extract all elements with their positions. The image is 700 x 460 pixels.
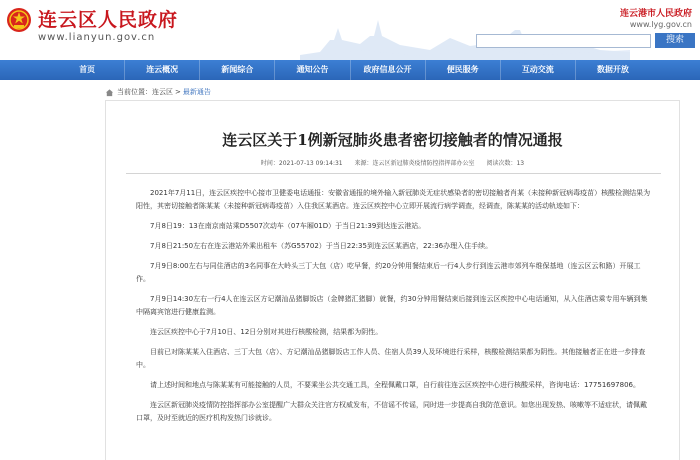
national-emblem-icon — [6, 6, 32, 34]
site-url: www.lianyun.gov.cn — [38, 32, 156, 43]
article-paragraph: 2021年7月11日，连云区疾控中心接市卫健委电话通报：安徽省通报的境外输入新冠肺炎无症状感染者的密切接触者肖某（未接种新冠病毒疫苗）核酸检测结果为阳性，其密切接触者陈某某（未接种新冠病毒疫苗）入住我区某酒店。连云区疾控中心立即开展流行病学调查，经调查，陈某某的活动轨迹如下： — [136, 189, 651, 210]
breadcrumb-separator: > — [175, 88, 181, 96]
site-title[interactable]: 连云区人民政府 — [38, 9, 179, 31]
nav-item-open-data[interactable]: 数据开放 — [596, 65, 629, 74]
breadcrumb-prefix: 当前位置： — [117, 88, 152, 96]
article-body — [136, 187, 651, 432]
nav-item-services[interactable]: 便民服务 — [426, 60, 501, 80]
article-source: 来源：连云区新冠肺炎疫情防控指挥部办公室 — [354, 160, 475, 167]
article-views: 阅读次数：13 — [486, 160, 525, 167]
article-meta — [106, 158, 679, 167]
article-paragraph: 7月9日8:00左右与同住酒店的3名同事在大岭头三丁大包（店）吃早餐，约20分钟用餐结束后一行4人步行到连云港市郊列车维保基地（连云区云和路）开展工作。 — [136, 262, 641, 283]
city-skyline-banner — [300, 0, 630, 60]
search-input[interactable] — [476, 34, 651, 48]
nav-item-notices[interactable]: 通知公告 — [275, 60, 350, 80]
site-header — [0, 0, 700, 60]
article-container — [105, 100, 680, 460]
article-paragraph: 目前已对陈某某入住酒店、三丁大包（店）、方记潮汕品猪脚饭店工作人员、住宿人员39人及环境进行采样，核酸检测结果都为阴性。其他接触者正在进一步排查中。 — [136, 348, 646, 369]
nav-item-interaction[interactable]: 互动交流 — [501, 60, 576, 80]
article-paragraph: 请上述时间和地点与陈某某有可能接触的人员，不要乘坐公共交通工具，全程佩戴口罩，自行前往连云区疾控中心进行核酸采样，咨询电话：17751697806。 — [150, 381, 640, 389]
breadcrumb — [105, 85, 680, 99]
search-button[interactable]: 搜索 — [655, 33, 695, 48]
article-time: 时间：2021-07-13 09:14:31 — [260, 160, 343, 167]
article-paragraph: 7月8日21:50左右在连云港站外乘出租车（苏G55702）于当日22:35到连云区某酒店，22:36办理入住手续。 — [150, 242, 493, 250]
article-paragraph: 连云区疾控中心于7月10日、12日分别对其进行核酸检测，结果都为阴性。 — [150, 328, 383, 336]
article-paragraph: 7月9日14:30左右一行4人在连云区方记潮汕品猪脚饭店（金牌猪汇猪脚）就餐，约30分钟用餐结束后接到连云区疾控中心电话通知，从入住酒店乘专用车辆到集中隔离宾馆进行健康监测。 — [136, 295, 648, 316]
nav-item-home[interactable]: 首页 — [50, 60, 125, 80]
main-nav — [0, 60, 700, 80]
parent-site-link[interactable] — [620, 6, 692, 29]
title-divider — [126, 173, 661, 174]
breadcrumb-level2[interactable]: 最新通告 — [182, 88, 211, 96]
nav-item-overview[interactable]: 连云概况 — [125, 60, 200, 80]
nav-item-news[interactable]: 新闻综合 — [200, 60, 275, 80]
nav-item-gov-info[interactable]: 政府信息公开 — [351, 60, 426, 80]
article-title: 连云区关于1例新冠肺炎患者密切接触者的情况通报 — [222, 131, 563, 149]
article-paragraph: 7月8日19：13在南京南站乘D5507次动车（07车厢01D）于当日21:39到达连云港站。 — [150, 222, 426, 230]
breadcrumb-level1[interactable]: 连云区 — [152, 88, 173, 96]
parent-org-name: 连云港市人民政府 — [619, 9, 692, 19]
article-paragraph: 连云区新冠肺炎疫情防控指挥部办公室提醒广大群众关注官方权威发布，不信谣不传谣，同时进一步提高自我防范意识。如您出现发热、咳嗽等不适症状，请佩戴口罩，及时至就近的医疗机构发热门诊就诊。 — [136, 401, 647, 422]
home-icon — [105, 88, 114, 97]
parent-org-domain: www.lyg.gov.cn — [629, 20, 692, 29]
